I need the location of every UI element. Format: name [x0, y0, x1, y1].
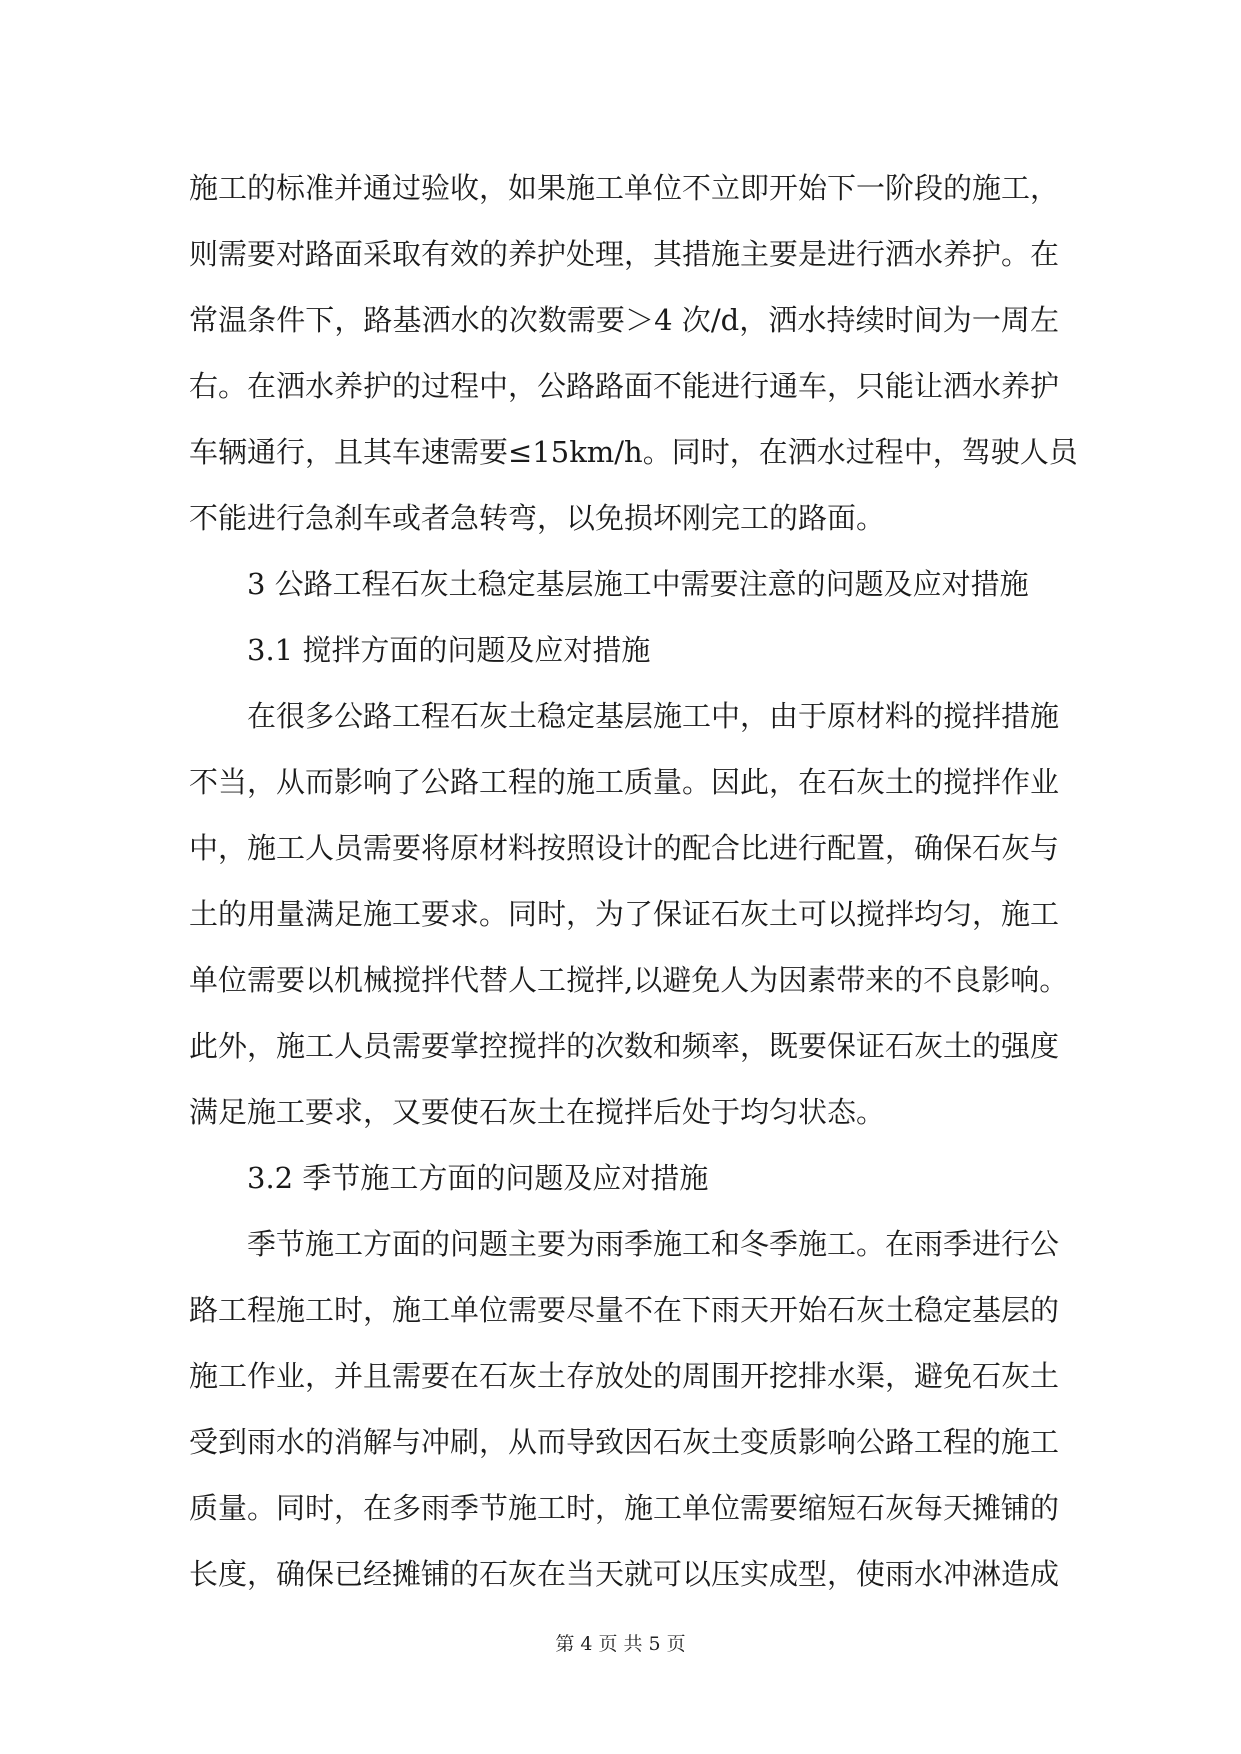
body-text: [189, 155, 1078, 1607]
footer-total-word: 共: [623, 1633, 643, 1655]
page-footer: [0, 1632, 1241, 1656]
text-line: 路工程施工时，施工单位需要尽量不在下雨天开始石灰土稳定基层的: [189, 1293, 1060, 1327]
text-line: 满足施工要求，又要使石灰土在搅拌后处于均匀状态。: [189, 1095, 886, 1129]
text-line: 不当，从而影响了公路工程的施工质量。因此，在石灰土的搅拌作业: [189, 765, 1060, 799]
footer-page-word: 页: [598, 1633, 618, 1655]
text-line: 在很多公路工程石灰土稳定基层施工中，由于原材料的搅拌措施: [247, 699, 1060, 733]
text-line: 季节施工方面的问题主要为雨季施工和冬季施工。在雨季进行公: [247, 1227, 1060, 1261]
text-line: 则需要对路面采取有效的养护处理，其措施主要是进行洒水养护。在: [189, 237, 1060, 271]
text-line: 右。在洒水养护的过程中，公路路面不能进行通车，只能让洒水养护: [189, 369, 1060, 403]
footer-prefix: 第: [555, 1633, 575, 1655]
subsection-heading: 3.1 搅拌方面的问题及应对措施: [247, 633, 651, 667]
section-heading: 3 公路工程石灰土稳定基层施工中需要注意的问题及应对措施: [247, 567, 1029, 601]
text-line: 常温条件下，路基洒水的次数需要＞4 次/d，洒水持续时间为一周左: [189, 303, 1059, 337]
text-line: 车辆通行，且其车速需要≤15km/h。同时，在洒水过程中，驾驶人员: [189, 435, 1078, 469]
footer-suffix: 页: [666, 1633, 686, 1655]
text-line: 不能进行急刹车或者急转弯，以免损坏刚完工的路面。: [189, 501, 886, 535]
text-line: 质量。同时，在多雨季节施工时，施工单位需要缩短石灰每天摊铺的: [189, 1491, 1060, 1525]
text-line: 受到雨水的消解与冲刷，从而导致因石灰土变质影响公路工程的施工: [189, 1425, 1060, 1459]
text-line: 单位需要以机械搅拌代替人工搅拌,以避免人为因素带来的不良影响。: [189, 963, 1069, 997]
text-line: 此外，施工人员需要掌控搅拌的次数和频率，既要保证石灰土的强度: [189, 1029, 1060, 1063]
subsection-heading: 3.2 季节施工方面的问题及应对措施: [247, 1161, 709, 1195]
footer-current-page: 4: [580, 1633, 593, 1655]
text-line: 中，施工人员需要将原材料按照设计的配合比进行配置，确保石灰与: [189, 831, 1060, 865]
text-line: 长度，确保已经摊铺的石灰在当天就可以压实成型，使雨水冲淋造成: [189, 1557, 1060, 1591]
text-line: 施工的标准并通过验收，如果施工单位不立即开始下一阶段的施工，: [189, 171, 1060, 205]
text-line: 土的用量满足施工要求。同时，为了保证石灰土可以搅拌均匀，施工: [189, 897, 1060, 931]
footer-total-pages: 5: [648, 1633, 661, 1655]
text-line: 施工作业，并且需要在石灰土存放处的周围开挖排水渠，避免石灰土: [189, 1359, 1060, 1393]
